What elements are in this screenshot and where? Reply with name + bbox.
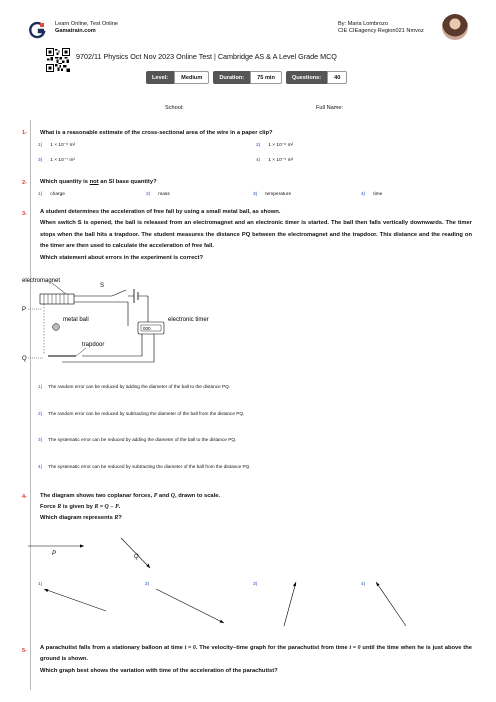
questions-pill [286,71,347,84]
option-number: 2) [146,192,151,197]
equation: t = 0 [349,645,361,651]
metal-ball-label: metal ball [63,317,89,323]
symbol-q: Q [170,493,175,499]
option-number: 3) [253,192,258,197]
option-item[interactable] [38,463,264,470]
option-item[interactable] [38,191,65,198]
option-number: 1) [38,582,43,587]
question-prompt: Which graph best shows the variation with time of the acceleration of the parachutist? [40,667,278,674]
text-part: . The velocity–time graph for the parachutist from time [195,645,350,651]
option-item[interactable] [38,436,264,443]
question-line [40,491,470,502]
option-text: 1 × 10⁻⁵ m² [268,158,294,163]
level-pill [146,71,209,84]
question-number: 1- [22,130,27,136]
text-part: A parachutist falls from a stationary balloon at time [40,645,185,651]
text-part: Force [40,504,58,510]
option-number: 2) [256,143,261,148]
resultant-arrow [376,582,406,626]
option-item[interactable] [38,142,75,149]
question-number: 5- [22,648,27,654]
page-title: 9702/11 Physics Oct Nov 2023 Online Test | Cambridge AS & A Level Grade MCQ [76,52,337,61]
question-text: What is a reasonable estimate of the cross-sectional area of the wire in a paper clip? [40,130,273,136]
point-p-label: P [22,307,27,313]
text-part: . [118,504,121,510]
option-text: The systematic error can be reduced by subtracting the diameter of the ball from the distance PQ. [48,464,251,469]
option-diagram [372,580,412,630]
qr-code-icon [46,48,70,72]
electromagnet-block [40,294,74,304]
question-number: 2- [22,180,27,186]
option-text: temperature [265,192,292,197]
point-q-label: Q [22,356,27,362]
option-item[interactable] [38,410,264,417]
duration-label: Duration: [213,71,250,84]
option-text: 1 × 10⁻⁸ m² [268,143,294,148]
brand-block [55,21,118,35]
option-text: 1 × 10⁻⁶ m² [50,143,76,148]
question-text-part: an SI base quantity? [98,179,157,185]
question-text [40,491,470,524]
school-field-label: School: [165,105,184,111]
symbol-p: P [153,493,158,499]
option-item[interactable] [146,191,170,198]
trapdoor-label: trapdoor [82,342,105,348]
option-item[interactable] [256,142,293,149]
option-number: 1) [38,384,43,389]
battery-icon [134,289,138,303]
question-body [40,643,472,666]
electronic-timer-label: electronic timer [168,317,209,323]
option-item[interactable] [253,581,265,588]
text-part: until the time when he is just above the ground is shown. [40,645,472,663]
option-number: 4) [361,582,366,587]
author-name: By: Maria Lombrozo [338,21,389,27]
option-number: 4) [38,464,43,469]
question-text [40,643,472,677]
force-q-arrow [121,538,150,568]
switch-label: S [100,283,105,289]
avatar [442,14,468,40]
option-number: 1) [38,192,43,197]
margin-divider [30,120,31,690]
switch-s [74,290,134,296]
text-part: is given by [61,504,95,510]
force-q-label: Q [134,554,139,560]
option-number: 2) [38,411,43,416]
option-text: mass [158,192,170,197]
forces-p-q-diagram [26,530,166,572]
option-item[interactable] [38,383,264,390]
question-number: 3- [22,211,27,217]
option-number: 1) [38,143,43,148]
question-line [40,513,470,524]
option-item[interactable] [361,191,382,198]
option-number: 2) [145,582,150,587]
symbol-r: R [114,515,119,521]
option-item[interactable] [38,157,75,164]
option-number: 3) [38,158,43,163]
option-diagram [270,580,300,630]
equation: t = 0 [184,645,196,651]
question-emphasis: not [89,179,99,185]
question-prompt: Which statement about errors in the experiment is correct? [40,254,203,261]
option-number: 4) [361,192,366,197]
question-number: 4- [22,494,27,500]
question-text-part: Which quantity is [40,179,90,185]
option-text: The random error can be reduced by adding the diameter of the ball to the distance PQ. [48,384,231,389]
brand-site-link[interactable]: Gamatrain.com [55,28,96,34]
resultant-arrow [44,589,106,611]
text-part: The diagram shows two coplanar forces, [40,493,154,499]
text-part: and [157,493,171,499]
option-number: 3) [38,437,43,442]
equation: R = Q − P [94,504,119,510]
option-text: The systematic error can be reduced by adding the diameter of the ball to the distance PQ. [48,437,237,442]
timer-display: 000 [143,326,151,331]
option-text: The random error can be reduced by subtracting the diameter of the ball from the distance PQ. [48,411,245,416]
duration-value: 75 min [250,71,282,84]
gamatrain-logo-icon [30,22,46,38]
question-intro: A student determines the acceleration of free fall by using a small metal ball, as shown. [40,209,281,215]
free-fall-apparatus-diagram [22,276,209,376]
metal-ball [53,324,60,331]
option-number: 4) [256,158,261,163]
author-org: CIE CIEagency Region021 Nmvoz [338,28,424,34]
questions-value: 40 [327,71,347,84]
electromagnet-label: electromagnet [22,278,61,284]
force-p-label: P [52,551,57,557]
question-line [40,502,470,513]
resultant-arrow [284,582,296,626]
brand-tagline: Learn Online, Test Online [55,21,119,27]
resultant-arrow [156,589,224,623]
text-part: ? [118,515,122,521]
question-text [40,207,472,264]
question-text [40,177,470,188]
duration-pill [213,71,282,84]
level-label: Level: [146,71,174,84]
text-part: Which diagram represents [40,515,115,521]
option-text: 1 × 10⁻⁷ m² [50,158,75,163]
question-body: When switch S is opened, the ball is released from an electromagnet and an electronic timer is started. The ball then falls vertically downwards. The timer stops when the ball hits a trapdoor. The student measures the distance PQ between the electromagnet and the trapdoor. This distance and the reading on the timer are then used to calculate the acceleration of free fall. [40,220,472,250]
option-number: 3) [253,582,258,587]
fullname-field-label: Full Name: [316,105,344,111]
text-part: , drawn to scale. [174,493,221,499]
symbol-r: R [57,504,62,510]
author-block [338,21,424,35]
option-diagram [150,585,230,625]
test-meta-pills [146,71,347,84]
option-text: charge [50,192,65,197]
option-text: time [373,192,383,197]
option-item[interactable] [253,191,291,198]
level-value: Medium [174,71,209,84]
option-diagram [38,585,108,615]
questions-label: Questions: [286,71,327,84]
option-item[interactable] [256,157,293,164]
